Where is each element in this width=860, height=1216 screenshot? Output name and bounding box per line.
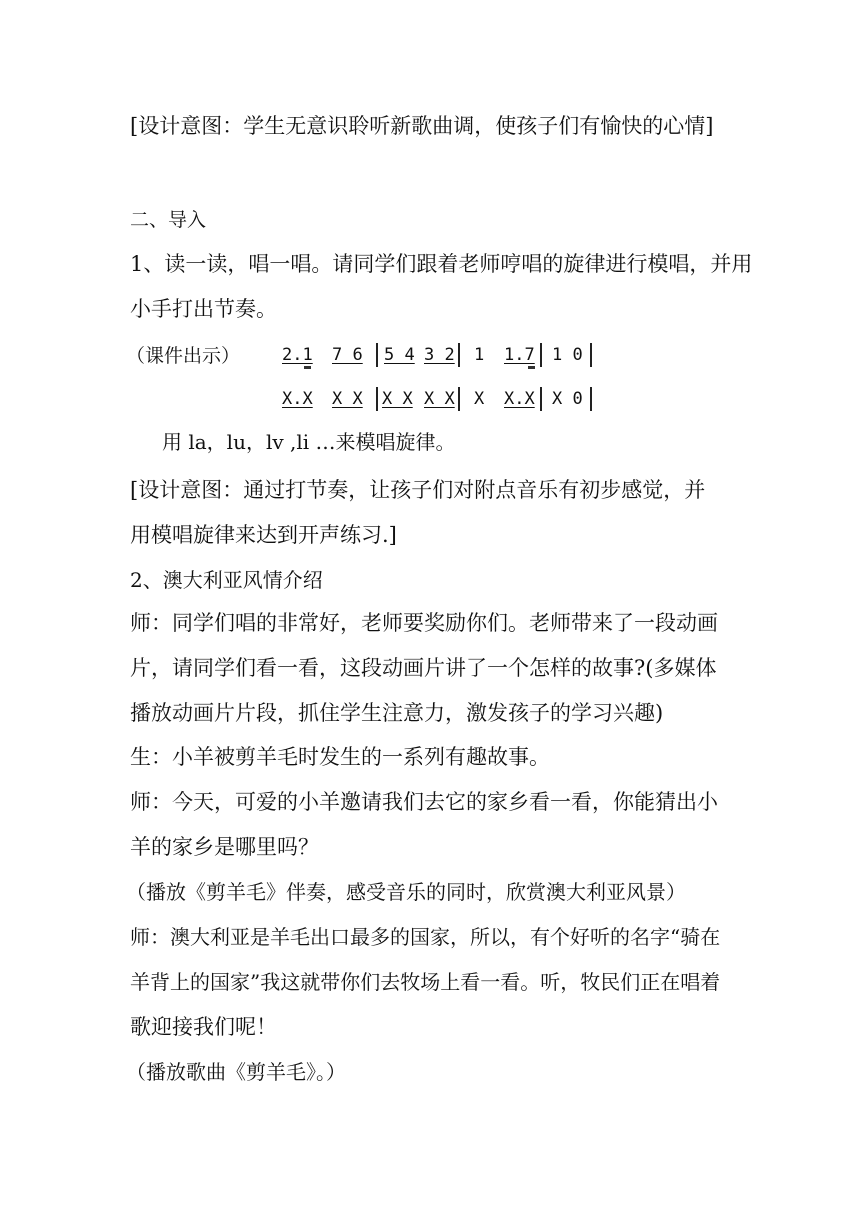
teacher-3-line-1: 师：澳大利亚是羊毛出口最多的国家，所以，有个好听的名字“骑在 bbox=[130, 925, 721, 949]
melody-note: 5 4 bbox=[384, 345, 415, 365]
teacher-1-line-2: 片，请同学们看一看，这段动画片讲了一个怎样的故事?(多媒体 bbox=[130, 656, 717, 680]
rhythm-note: X X bbox=[332, 389, 363, 409]
play-song: （播放歌曲《剪羊毛》。） bbox=[126, 1060, 346, 1084]
bar-line bbox=[540, 387, 542, 411]
item-1-line-2: 小手打出节奏。 bbox=[130, 297, 277, 321]
bar-line bbox=[376, 343, 378, 367]
rhythm-note: X X bbox=[382, 389, 413, 409]
melody-note: 2.1 bbox=[282, 345, 313, 365]
rhythm-note: X X bbox=[424, 389, 455, 409]
rhythm-note: X.X bbox=[504, 389, 535, 409]
teacher-1-line-1: 师：同学们唱的非常好，老师要奖励你们。老师带来了一段动画 bbox=[130, 611, 718, 635]
teacher-2-line-1: 师：今天，可爱的小羊邀请我们去它的家乡看一看，你能猜出小 bbox=[130, 790, 718, 814]
rhythm-note: X bbox=[474, 389, 485, 409]
melody-note: 1 bbox=[474, 345, 485, 365]
design-intent-2-line-1: [设计意图：通过打节奏，让孩子们对附点音乐有初步感觉，并 bbox=[130, 478, 706, 502]
item-2-heading: 2、澳大利亚风情介绍 bbox=[130, 568, 323, 592]
teacher-3-line-3: 歌迎接我们呢！ bbox=[130, 1015, 277, 1039]
teacher-3-line-2: 羊背上的国家”我这就带你们去牧场上看一看。听，牧民们正在唱着 bbox=[130, 970, 721, 994]
dot-mark bbox=[304, 366, 311, 369]
teacher-1-line-3: 播放动画片片段，抓住学生注意力，激发孩子的学习兴趣) bbox=[130, 701, 664, 725]
courseware-label: （课件出示） bbox=[126, 345, 241, 367]
student-1: 生：小羊被剪羊毛时发生的一系列有趣故事。 bbox=[130, 745, 550, 769]
bar-line bbox=[590, 387, 592, 411]
bar-line bbox=[458, 343, 460, 367]
section-heading-intro: 二、导入 bbox=[130, 209, 207, 231]
teacher-2-line-2: 羊的家乡是哪里吗？ bbox=[130, 835, 319, 859]
melody-note: 7 6 bbox=[332, 345, 363, 365]
hum-instruction: 用 la，lu，lv ,li …来模唱旋律。 bbox=[162, 430, 456, 454]
melody-note: 1 0 bbox=[552, 345, 583, 365]
rhythm-notation bbox=[282, 388, 612, 414]
melody-note: 1.7 bbox=[504, 345, 535, 365]
bar-line bbox=[458, 387, 460, 411]
play-accompaniment: （播放《剪羊毛》伴奏，感受音乐的同时，欣赏澳大利亚风景） bbox=[126, 880, 686, 904]
bar-line bbox=[376, 387, 378, 411]
rhythm-note: X.X bbox=[282, 389, 313, 409]
melody-notation bbox=[282, 344, 612, 370]
bar-line bbox=[540, 343, 542, 367]
item-1-line-1: 1、读一读，唱一唱。请同学们跟着老师哼唱的旋律进行模唱，并用 bbox=[130, 252, 753, 276]
bar-line bbox=[590, 343, 592, 367]
dot-mark bbox=[528, 366, 535, 369]
melody-note: 3 2 bbox=[424, 345, 455, 365]
rhythm-note: X 0 bbox=[552, 389, 583, 409]
design-intent-1: [设计意图：学生无意识聆听新歌曲调，使孩子们有愉快的心情] bbox=[130, 114, 714, 138]
design-intent-2-line-2: 用模唱旋律来达到开声练习.] bbox=[130, 523, 397, 547]
